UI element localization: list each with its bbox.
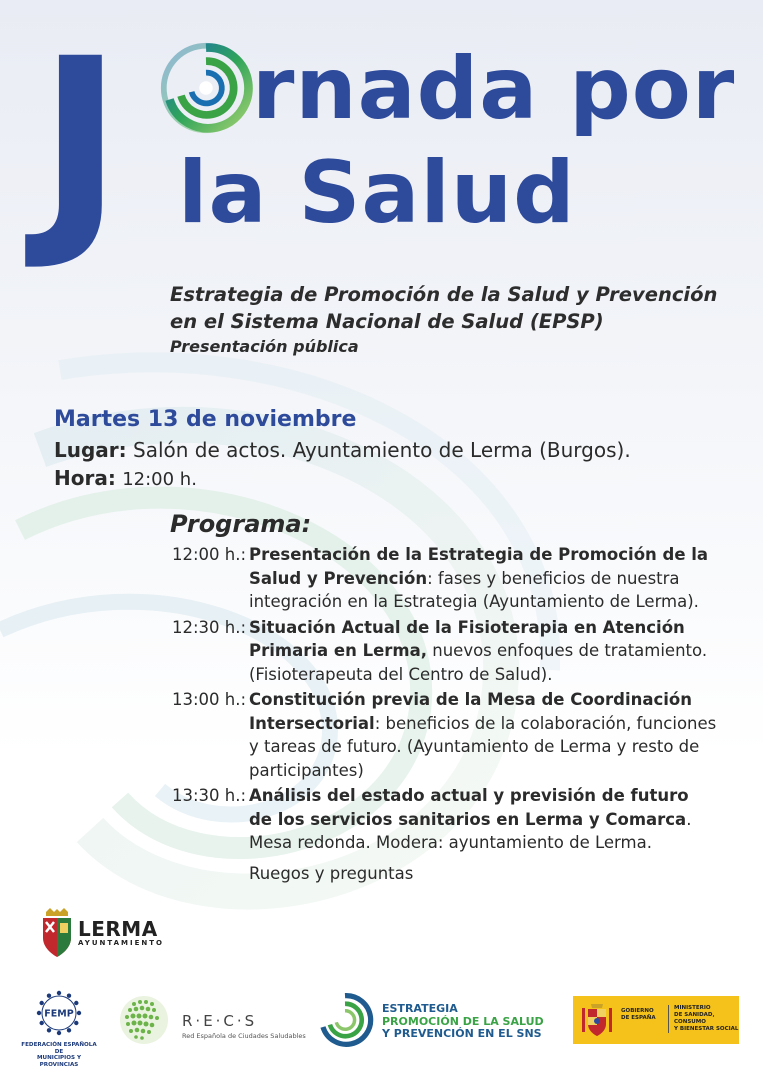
programa-title: Programa:: [170, 510, 312, 538]
program-ruegos: Ruegos y preguntas: [249, 863, 414, 883]
epsp-line-3: Y PREVENCIÓN EN EL SNS: [382, 1027, 542, 1040]
recs-globe-icon: [116, 990, 176, 1050]
lerma-logo: [40, 908, 164, 958]
recs-sub: Red Española de Ciudades Saludables: [182, 1032, 306, 1040]
min-line-3: Y BIENESTAR SOCIAL: [674, 1026, 739, 1032]
program-item: [172, 616, 717, 687]
subtitle-block: [170, 281, 740, 335]
epsp-swirl-icon: [316, 991, 374, 1049]
spain-coat-of-arms-icon: [581, 1002, 613, 1038]
program-item: [172, 688, 717, 782]
recs-logo: [116, 990, 306, 1050]
program-item-title: Análisis del estado actual y previsión de futuro de los servicios sanitarios en Lerma y Comarca: [249, 786, 689, 829]
program-item-title: Presentación de la Estrategia de Promoción de la Salud y Prevención: [249, 545, 709, 588]
femp-line-1: FEDERACIÓN ESPAÑOLA DE: [21, 1042, 97, 1055]
femp-stars-icon: [34, 990, 84, 1036]
femp-acronym: FEMP: [44, 1008, 74, 1020]
subtitle-line-1: Estrategia de Promoción de la Salud y Prevención: [170, 283, 718, 306]
epsp-line-1: ESTRATEGIA: [382, 1002, 458, 1015]
program-item-title: Situación Actual de la Fisioterapia en Atención Primaria en Lerma,: [249, 617, 685, 660]
lerma-text: [78, 919, 164, 947]
title-line-1: rnada por: [252, 39, 736, 139]
program-item: [172, 543, 717, 614]
program-mesa-redonda: Mesa redonda. Modera: ayuntamiento de Lerma.: [249, 833, 652, 852]
program-list: [172, 543, 717, 885]
gob-line-2: DE ESPAÑA: [621, 1015, 656, 1021]
subtitle-line-2: en el Sistema Nacional de Salud (EPSP): [170, 310, 604, 333]
program-time: 12:30 h.:: [172, 617, 247, 637]
lugar-value: Salón de actos. Ayuntamiento de Lerma (Burgos).: [133, 438, 631, 462]
program-time: 12:00 h.:: [172, 545, 247, 564]
epsp-line-2: PROMOCIÓN DE LA SALUD: [382, 1014, 544, 1028]
program-item: [172, 784, 717, 831]
lerma-sub: AYUNTAMIENTO: [78, 939, 164, 947]
femp-logo: [20, 990, 98, 1068]
event-lugar: [54, 438, 631, 462]
title-letter-j: J: [38, 9, 123, 275]
lerma-name: LERMA: [78, 917, 158, 941]
subtitle-presentacion: Presentación pública: [170, 337, 359, 356]
program-item-desc: nuevos enfoques de tratamiento. (Fisioterapeuta del Centro de Salud).: [249, 641, 708, 684]
event-date: Martes 13 de noviembre: [54, 407, 357, 432]
epsp-text: [382, 1003, 544, 1041]
min-line-2: DE SANIDAD, CONSUMO: [674, 1012, 715, 1025]
ministerio-label: [668, 1005, 739, 1033]
lerma-shield-icon: [40, 908, 74, 958]
footer-logos: [0, 985, 763, 1068]
program-item-desc: : fases y beneficios de nuestra integración en la Estrategia (Ayuntamiento de Lerma).: [249, 568, 699, 611]
lugar-label: Lugar:: [54, 438, 127, 462]
swirl-o-logo-icon: [158, 40, 254, 136]
gob-line-1: GOBIERNO: [621, 1008, 654, 1014]
program-item-desc: : beneficios de la colaboración, funciones y tareas de futuro. (Ayuntamiento de Lerma y resto de participantes): [249, 713, 717, 780]
recs-name: R·E·C·S: [182, 1012, 258, 1030]
femp-line-2: MUNICIPIOS Y PROVINCIAS: [36, 1055, 82, 1068]
epsp-logo: [316, 991, 556, 1051]
title-line-2: la Salud: [178, 143, 576, 243]
gobierno-logo: [573, 996, 739, 1044]
hora-label: Hora:: [54, 466, 116, 490]
program-item-desc: .: [686, 809, 692, 829]
event-hora: [54, 466, 197, 490]
min-line-1: MINISTERIO: [674, 1005, 711, 1011]
femp-label: [20, 1042, 98, 1068]
program-time: 13:00 h.:: [172, 690, 247, 709]
hora-value: 12:00 h.: [122, 469, 197, 490]
gobierno-label: [621, 1008, 656, 1022]
program-item-title: Constitución previa de la Mesa de Coordinación Intersectorial: [249, 690, 693, 733]
program-time: 13:30 h.:: [172, 786, 247, 805]
